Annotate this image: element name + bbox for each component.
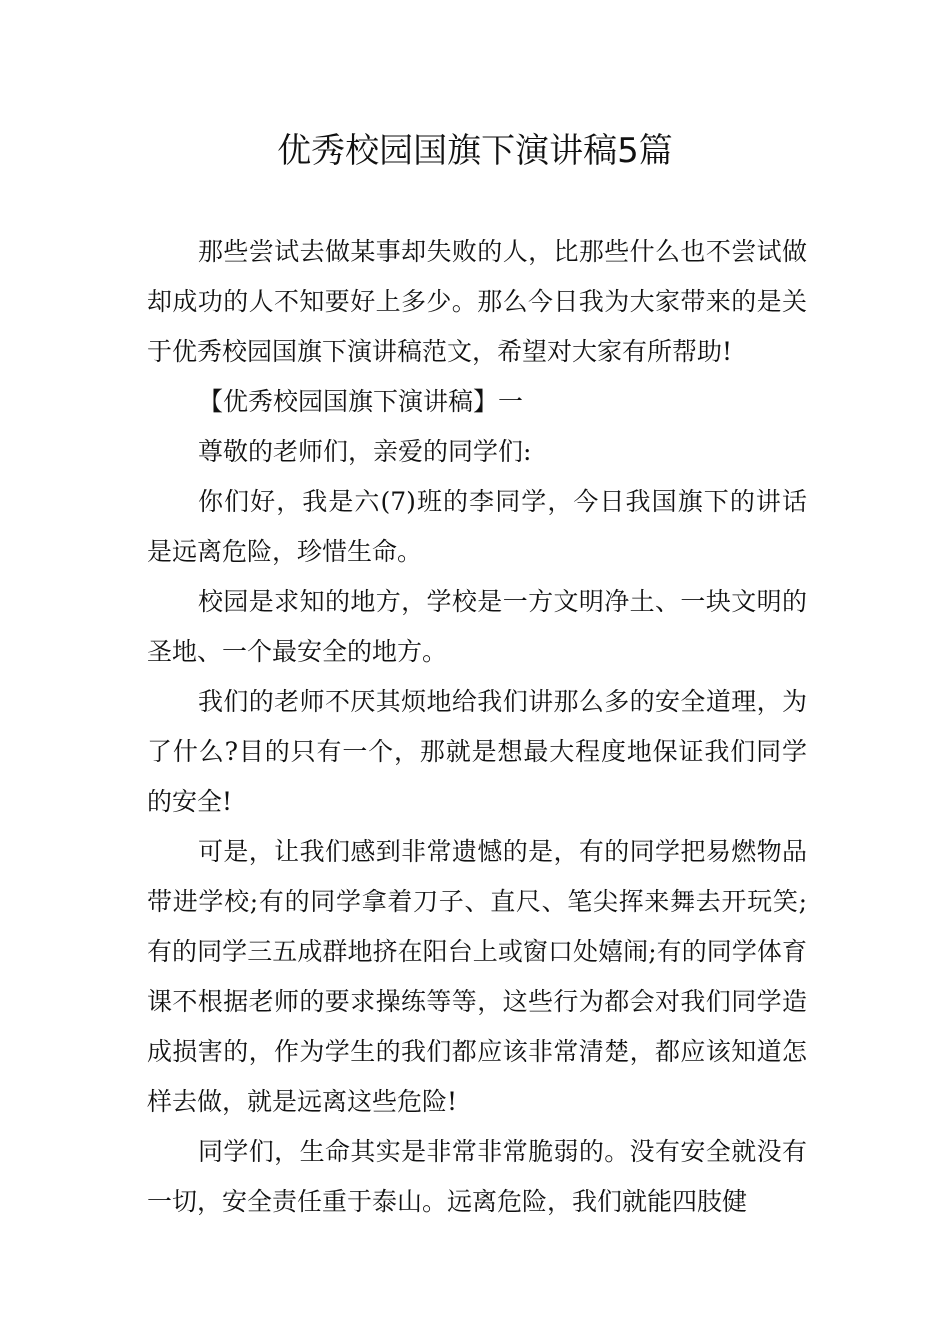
paragraph-salutation: 尊敬的老师们，亲爱的同学们: (198, 437, 532, 466)
paragraph-section-heading: 【优秀校园国旗下演讲稿】一 (198, 387, 524, 416)
paragraph-teachers: 我们的老师不厌其烦地给我们讲那么多的安全道理，为了什么?目的只有一个，那就是想最大程度地保证我们同学的安全! (147, 687, 807, 816)
paragraph-campus: 校园是求知的地方，学校是一方文明净土、一块文明的圣地、一个最安全的地方。 (147, 587, 807, 666)
paragraph-intro: 那些尝试去做某事却失败的人，比那些什么也不尝试做却成功的人不知要好上多少。那么今日我为大家带来的是关于优秀校园国旗下演讲稿范文，希望对大家有所帮助! (147, 237, 807, 366)
paragraph-dangers: 可是，让我们感到非常遗憾的是，有的同学把易燃物品带进学校;有的同学拿着刀子、直尺、笔尖挥来舞去开玩笑;有的同学三五成群地挤在阳台上或窗口处嬉闹;有的同学体育课不根据老师的要求操练等等，这些行为都会对我们同学造成损害的，作为学生的我们都应该非常清楚，都应该知道怎样去做，就是远离这些危险! (147, 837, 807, 1116)
document-title: 优秀校园国旗下演讲稿5篇 (277, 131, 673, 171)
paragraph-greeting: 你们好，我是六(7)班的李同学，今日我国旗下的讲话是远离危险，珍惜生命。 (147, 487, 807, 566)
paragraph-life: 同学们，生命其实是非常非常脆弱的。没有安全就没有一切，安全责任重于泰山。远离危险，我们就能四肢健 (147, 1137, 807, 1216)
document-body (147, 227, 807, 1227)
